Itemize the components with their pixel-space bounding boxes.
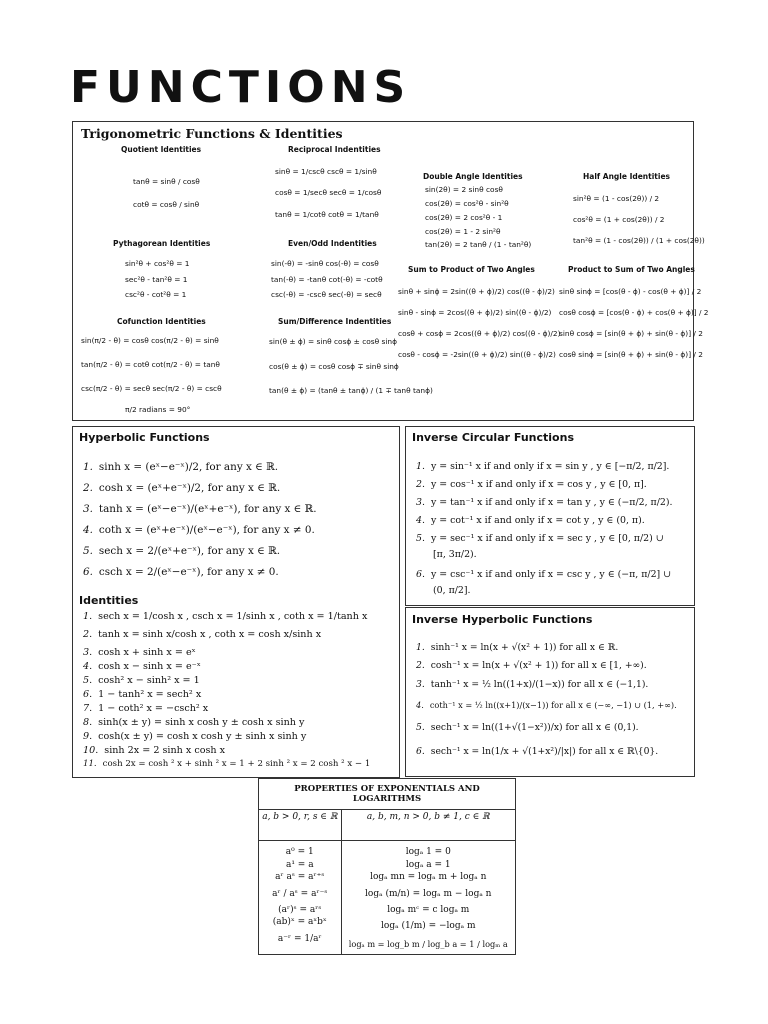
double-angle-line: cos(2θ) = cos²θ - sin²θ [425,199,509,208]
pythagorean-line: sin²θ + cos²θ = 1 [125,259,190,268]
logarithm-rule: logₐ m = log_b m / log_b a = 1 / logₘ a [348,939,508,950]
exponent-rule: (ab)ˣ = aˣbˣ [272,917,327,928]
product-to-sum-header: Product to Sum of Two Angles [568,265,695,274]
reciprocal-line: cosθ = 1/secθ secθ = 1/cosθ [275,188,382,197]
exponent-rule: (aʳ)ˢ = aʳˢ [278,904,322,915]
sum-to-product-line: sinθ + sinϕ = 2sin((θ + ϕ)/2) cos((θ - ϕ)/2) [398,287,555,296]
even-odd-line: csc(-θ) = -cscθ sec(-θ) = secθ [271,290,382,299]
exponent-rule: a⁰ = 1 [285,847,314,857]
identity-item: 11. cosh 2x = cosh ² x + sinh ² x = 1 + 2 sinh ² x = 2 cosh ² x − 1 [83,759,371,769]
pythagorean-line: sec²θ - tan²θ = 1 [125,275,188,284]
hyperbolic-functions-panel [72,426,400,778]
cofunction-line: π/2 radians = 90° [125,405,191,414]
exponentials-logarithms-panel [258,778,516,963]
identity-item: 3. cosh x + sinh x = eˣ [83,647,196,658]
inverse-circular-item: 1. y = sin⁻¹ x if and only if x = sin y , y ∈ [−π/2, π/2]. [416,461,670,472]
even-odd-header: Even/Odd Indentities [288,239,377,248]
logarithm-rule: logₐ a = 1 [405,859,451,870]
inverse-hyperbolic-item: 2. cosh⁻¹ x = ln(x + √(x² + 1)) for all x ∈ [1, +∞). [416,660,647,671]
even-odd-line: sin(-θ) = -sinθ cos(-θ) = cosθ [271,259,379,268]
inverse-circular-item: [π, 3π/2). [433,549,477,560]
identity-item: 9. cosh(x ± y) = cosh x cosh y ± sinh x sinh y [83,731,307,742]
cofunction-line: sin(π/2 - θ) = cosθ cos(π/2 - θ) = sinθ [81,336,219,345]
sum-difference-line: cos(θ ± ϕ) = cosθ cosϕ ∓ sinθ sinϕ [269,362,399,371]
product-to-sum-line: cosθ sinϕ = [sin(θ + ϕ) + sin(θ - ϕ)] / 2 [559,350,703,359]
exponent-rule: a¹ = a [285,859,314,870]
logarithm-rule: logₐ (m/n) = logₐ m − logₐ n [365,888,492,899]
identity-item: 2. tanh x = sinh x/cosh x , coth x = cosh x/sinh x [83,629,322,640]
cofunction-line: tan(π/2 - θ) = cotθ cot(π/2 - θ) = tanθ [81,360,220,369]
inverse-circular-item: 6. y = csc⁻¹ x if and only if x = csc y , y ∈ (−π, π/2] ∪ [416,569,672,580]
hyperbolic-item: 3. tanh x = (eˣ−e⁻ˣ)/(eˣ+e⁻ˣ), for any x ∈ ℝ. [83,503,317,515]
double-angle-line: sin(2θ) = 2 sinθ cosθ [425,185,503,194]
inverse-hyperbolic-item: 1. sinh⁻¹ x = ln(x + √(x² + 1)) for all x ∈ ℝ. [416,642,619,653]
cofunction-header: Cofunction Identities [117,317,206,326]
identity-item: 1. sech x = 1/cosh x , csch x = 1/sinh x , coth x = 1/tanh x [83,611,368,622]
exponent-rules-header: a, b > 0, r, s ∈ ℝ [259,810,342,841]
double-angle-line: cos(2θ) = 1 - 2 sin²θ [425,227,501,236]
inverse-circular-item: 2. y = cos⁻¹ x if and only if x = cos y , y ∈ [0, π]. [416,479,647,490]
product-to-sum-line: cosθ cosϕ = [cos(θ - ϕ) + cos(θ + ϕ)] / 2 [559,308,709,317]
logarithm-rules-header: a, b, m, n > 0, b ≠ 1, c ∈ ℝ [341,810,515,841]
half-angle-line: sin²θ = (1 - cos(2θ)) / 2 [573,194,660,203]
double-angle-header: Double Angle Identities [423,172,523,181]
hyperbolic-title: Hyperbolic Functions [79,431,210,444]
reciprocal-line: tanθ = 1/cotθ cotθ = 1/tanθ [275,210,379,219]
half-angle-header: Half Angle Identities [583,172,671,181]
inverse-hyperbolic-panel [405,607,695,777]
reciprocal-line: sinθ = 1/cscθ cscθ = 1/sinθ [275,167,377,176]
exponent-rule: aʳ / aˢ = aʳ⁻ˢ [272,888,328,899]
hyperbolic-item: 6. csch x = 2/(eˣ−e⁻ˣ), for any x ≠ 0. [83,566,279,578]
exponentials-table [258,778,516,955]
inverse-hyperbolic-item: 5. sech⁻¹ x = ln((1+√(1−x²))/x) for all x ∈ (0,1). [416,722,639,733]
pythagorean-header: Pythagorean Identities [113,239,211,248]
sum-difference-header: Sum/Difference Indentities [278,317,392,326]
inverse-hyperbolic-item: 6. sech⁻¹ x = ln(1/x + √(1+x²)/|x|) for all x ∈ ℝ\{0}. [416,746,659,757]
exponent-rule: aʳ aˢ = aʳ⁺ˢ [275,872,325,883]
exponent-rules-cell [259,841,342,955]
half-angle-line: cos²θ = (1 + cos(2θ)) / 2 [573,215,665,224]
cofunction-line: csc(π/2 - θ) = secθ sec(π/2 - θ) = cscθ [81,384,222,393]
inverse-circular-title: Inverse Circular Functions [412,431,574,444]
hyperbolic-item: 4. coth x = (eˣ+e⁻ˣ)/(eˣ−e⁻ˣ), for any x ≠ 0. [83,524,315,536]
inverse-hyperbolic-title: Inverse Hyperbolic Functions [412,613,593,626]
sum-to-product-line: cosθ + cosϕ = 2cos((θ + ϕ)/2) cos((θ - ϕ)/2) [398,329,561,338]
product-to-sum-line: sinθ cosϕ = [sin(θ + ϕ) + sin(θ - ϕ)] / 2 [559,329,703,338]
double-angle-line: tan(2θ) = 2 tanθ / (1 - tan²θ) [425,240,532,249]
logarithm-rule: logₐ mᶜ = c logₐ m [387,904,470,915]
double-angle-line: cos(2θ) = 2 cos²θ - 1 [425,213,503,222]
even-odd-line: tan(-θ) = -tanθ cot(-θ) = -cotθ [271,275,383,284]
inverse-hyperbolic-item: 4. coth⁻¹ x = ½ ln((x+1)/(x−1)) for all x ∈ (−∞, −1) ∪ (1, +∞). [416,700,677,710]
sum-to-product-header: Sum to Product of Two Angles [408,265,535,274]
inverse-circular-item: 4. y = cot⁻¹ x if and only if x = cot y , y ∈ (0, π). [416,515,645,526]
inverse-circular-item: (0, π/2]. [433,585,471,596]
hyperbolic-item: 5. sech x = 2/(eˣ+e⁻ˣ), for any x ∈ ℝ. [83,545,281,557]
hyperbolic-item: 1. sinh x = (eˣ−e⁻ˣ)/2, for any x ∈ ℝ. [83,461,279,473]
identity-item: 4. cosh x − sinh x = e⁻ˣ [83,661,201,672]
hyperbolic-item: 2. cosh x = (eˣ+e⁻ˣ)/2, for any x ∈ ℝ. [83,482,281,494]
exponentials-title: PROPERTIES OF EXPONENTIALS AND LOGARITHMS [259,779,516,810]
identity-item: 5. cosh² x − sinh² x = 1 [83,675,200,686]
logarithm-rules-cell [341,841,515,955]
logarithm-rule: logₐ (1/m) = −logₐ m [381,921,476,932]
identity-item: 8. sinh(x ± y) = sinh x cosh y ± cosh x sinh y [83,717,305,728]
logarithm-rule: logₐ 1 = 0 [405,847,451,857]
identity-item: 6. 1 − tanh² x = sech² x [83,689,202,700]
identities-title: Identities [79,594,139,607]
trig-title: Trigonometric Functions & Identities [81,126,343,141]
logarithm-rule: logₐ mn = logₐ m + logₐ n [370,872,487,883]
inverse-circular-panel [405,426,695,606]
sum-difference-line: tan(θ ± ϕ) = (tanθ ± tanϕ) / (1 ∓ tanθ tanϕ) [269,386,433,395]
identity-item: 10. sinh 2x = 2 sinh x cosh x [83,745,226,756]
product-to-sum-line: sinθ sinϕ = [cos(θ - ϕ) - cos(θ + ϕ)] / 2 [559,287,702,296]
quotient-header: Quotient Identities [121,145,202,154]
sum-to-product-line: cosθ - cosϕ = -2sin((θ + ϕ)/2) sin((θ - ϕ)/2) [398,350,556,359]
reciprocal-header: Reciprocal Indentities [288,145,381,154]
trig-identities-panel [72,121,709,421]
page-title: FUNCTIONS [70,62,412,113]
inverse-circular-item: 5. y = sec⁻¹ x if and only if x = sec y , y ∈ [0, π/2) ∪ [416,533,664,544]
inverse-circular-item: 3. y = tan⁻¹ x if and only if x = tan y , y ∈ (−π/2, π/2). [416,497,673,508]
inverse-hyperbolic-item: 3. tanh⁻¹ x = ½ ln((1+x)/(1−x)) for all x ∈ (−1,1). [416,679,649,690]
identity-item: 7. 1 − coth² x = −csch² x [83,703,209,714]
quotient-line: cotθ = cosθ / sinθ [133,200,200,209]
pythagorean-line: csc²θ - cot²θ = 1 [125,290,187,299]
quotient-line: tanθ = sinθ / cosθ [133,177,200,186]
sum-difference-line: sin(θ ± ϕ) = sinθ cosϕ ± cosθ sinϕ [269,337,397,346]
exponent-rule: a⁻ʳ = 1/aʳ [277,933,322,944]
sum-to-product-line: sinθ - sinϕ = 2cos((θ + ϕ)/2) sin((θ - ϕ)/2) [398,308,552,317]
half-angle-line: tan²θ = (1 - cos(2θ)) / (1 + cos(2θ)) [573,236,705,245]
